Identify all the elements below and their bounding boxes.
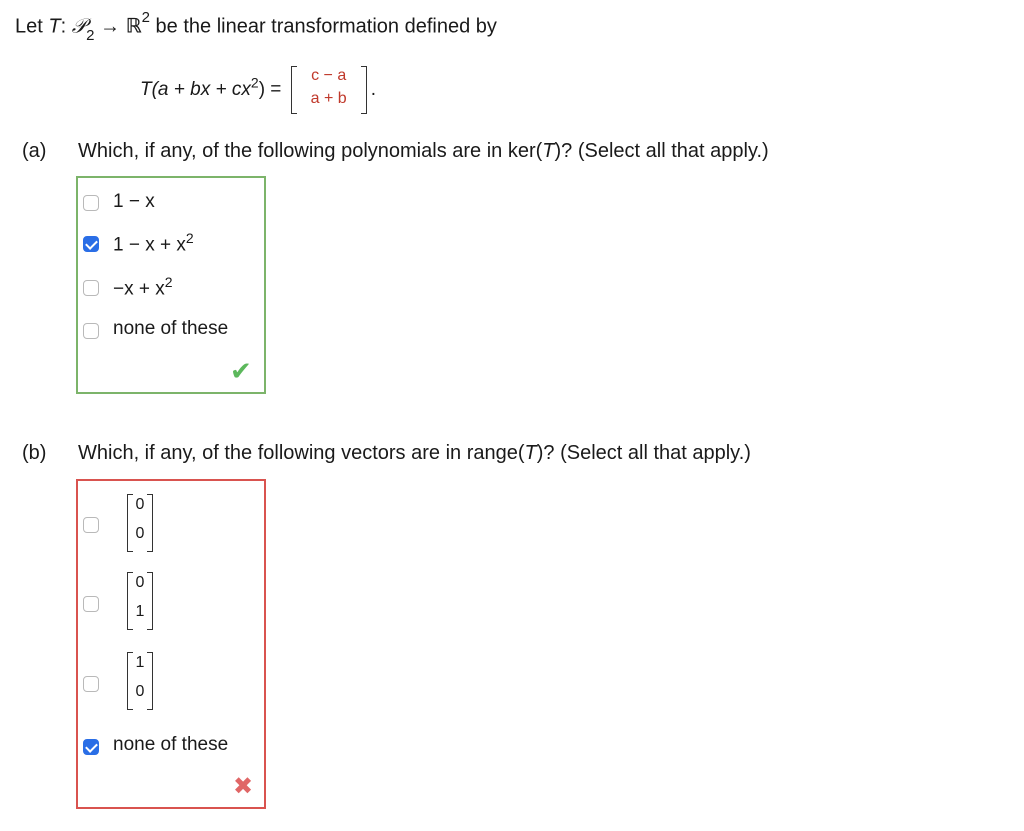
def-equals: = (270, 79, 282, 101)
option-text: none of these (113, 734, 229, 755)
vector-right-bracket (147, 572, 153, 630)
part-b-answer-box (76, 479, 266, 809)
problem-intro (15, 9, 497, 44)
vector-entry-1: 1 (135, 654, 145, 671)
part-b-vector-2 (127, 572, 153, 630)
intro-codomain-sup: 2 (141, 9, 150, 26)
option-sup: 2 (185, 230, 194, 246)
intro-space-symbol: 𝒫 (71, 13, 87, 38)
checkmark-icon: ✔ (230, 356, 252, 386)
part-a-checkbox-3[interactable] (83, 280, 99, 296)
part-b-checkbox-3[interactable] (83, 676, 99, 692)
vector-entry-1: 0 (135, 574, 145, 591)
option-text: 1 − x + x (113, 234, 186, 256)
part-a-letter: (a) (22, 140, 47, 162)
part-a-question-post: )? (Select all that apply.) (554, 140, 769, 162)
part-b-question-post: )? (Select all that apply.) (536, 442, 751, 464)
vector-entry-2: 0 (135, 525, 145, 542)
def-period: . (370, 79, 376, 101)
part-b-vector-1 (127, 494, 153, 552)
part-b-vector-3 (127, 652, 153, 710)
intro-T: T (48, 15, 61, 38)
def-args-post: ) (258, 79, 266, 101)
part-a-question (22, 140, 769, 163)
matrix-right-bracket (361, 66, 367, 114)
vector-entry-1: 0 (135, 496, 145, 513)
part-b-checkbox-none[interactable] (83, 739, 99, 755)
vector-entry-2: 1 (135, 603, 145, 620)
part-b-checkbox-2[interactable] (83, 596, 99, 612)
part-a-checkbox-2[interactable] (83, 236, 99, 252)
vector-right-bracket (147, 494, 153, 552)
def-T: T (140, 79, 152, 101)
def-sup: 2 (250, 74, 259, 91)
intro-arrow: → (100, 15, 121, 38)
part-b-question-T: T (524, 442, 537, 464)
def-matrix (287, 66, 371, 114)
intro-space-sub: 2 (86, 26, 95, 44)
part-a-option-3 (113, 274, 173, 300)
x-mark-icon: ✖ (233, 773, 254, 800)
intro-codomain: ℝ (125, 13, 142, 38)
matrix-row-1: c − a (311, 67, 347, 84)
vector-entry-2: 0 (135, 683, 145, 700)
part-b-option-none (113, 734, 228, 756)
part-a-checkbox-1[interactable] (83, 195, 99, 211)
part-a-option-2 (113, 230, 194, 256)
transformation-definition (140, 66, 376, 114)
part-a-question-T: T (542, 140, 555, 162)
part-a-question-pre: Which, if any, of the following polynomials are in ker( (78, 140, 543, 162)
matrix-row-2: a + b (310, 90, 347, 107)
intro-colon: : (60, 15, 67, 38)
def-args-pre: (a + bx + cx (151, 79, 251, 101)
intro-let: Let (15, 15, 43, 38)
part-b-question (22, 442, 751, 465)
part-b-checkbox-1[interactable] (83, 517, 99, 533)
option-text: none of these (113, 318, 229, 339)
option-text: −x + x (113, 278, 165, 300)
option-sup: 2 (164, 274, 173, 290)
part-b-question-pre: Which, if any, of the following vectors are in range( (78, 442, 525, 464)
part-a-option-4 (113, 318, 228, 340)
option-text: 1 − x (113, 191, 155, 212)
part-a-checkbox-4[interactable] (83, 323, 99, 339)
intro-rest: be the linear transformation defined by (155, 15, 497, 38)
vector-right-bracket (147, 652, 153, 710)
part-b-letter: (b) (22, 442, 47, 464)
part-a-option-1 (113, 191, 155, 213)
